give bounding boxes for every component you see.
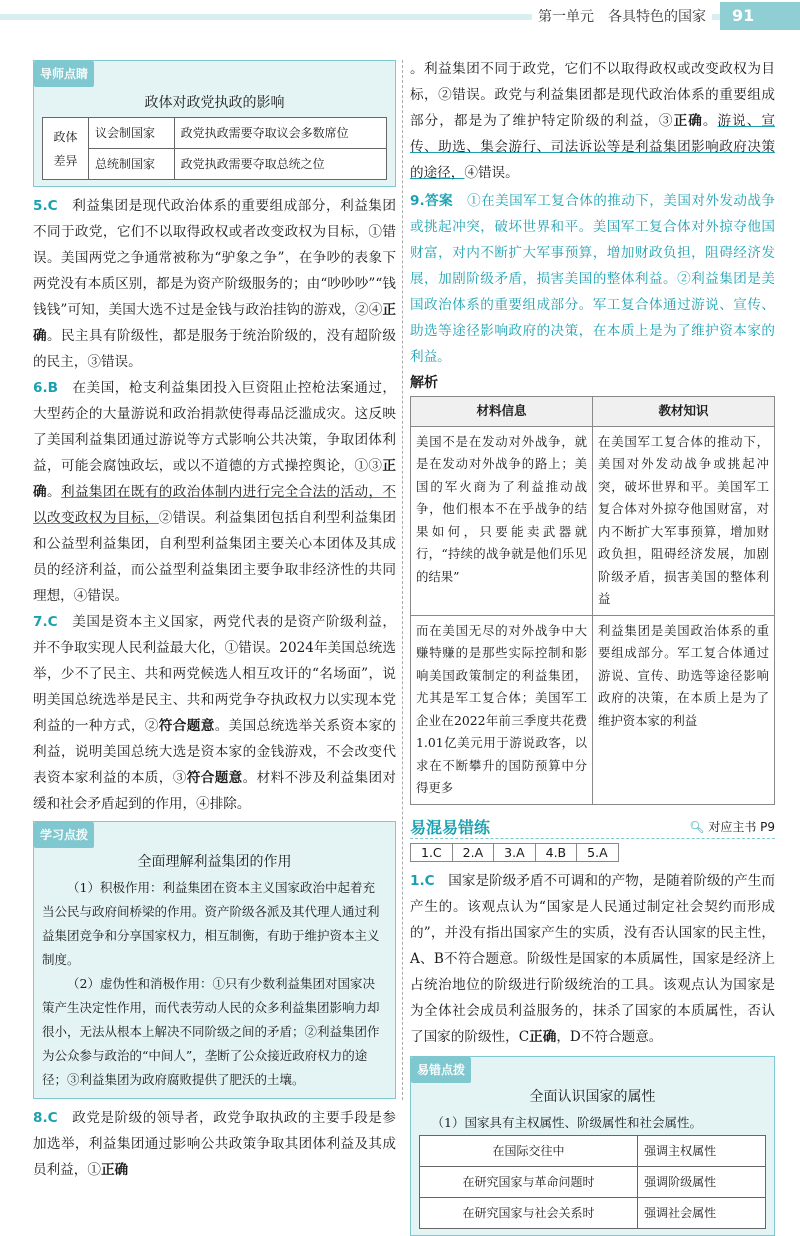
section-title: 易混易错练	[410, 817, 491, 837]
section-header	[410, 815, 775, 839]
tip-paragraph: （1）积极作用：利益集团在资本主义国家政治中起着充当公民与政府间桥梁的作用。资产阶级各派及其代理人通过利益集团竞争和分享国家权力，相互制衡，有助于维护资本主义制度。	[42, 880, 380, 967]
underlined-text: 游说、宣传、助选、集会游行、司法诉讼等是利益集团影响政府决策的途径，	[410, 113, 776, 181]
table-cell: 强调阶级属性	[638, 1166, 766, 1197]
analysis-table	[410, 396, 775, 805]
answer-text: ，D不符合题意。	[556, 1028, 663, 1045]
keyword: 正确	[100, 1162, 129, 1178]
keyword: 正确	[673, 113, 703, 129]
q-number: 6.B	[33, 380, 58, 396]
table-cell: 强调主权属性	[638, 1135, 766, 1166]
table-cell: 议会制国家	[89, 118, 175, 149]
tip-box-state-attributes	[410, 1056, 775, 1236]
answer-text: 美国是资本主义国家，两党代表的是资产阶级利益，并不争取实现人民利益最大化，①错误。2024年美国总统选举，少不了民主、共和两党候选人相互攻讦的“名场面”，说明美国总统选举是民主、共和两党争夺执政权力以实现本党利益的一种方式，②	[33, 614, 396, 734]
tip-tag: 易错点拨	[411, 1057, 471, 1083]
ref-text: 对应主书 P9	[708, 819, 775, 834]
q-number: 1.C	[410, 872, 435, 889]
q-number: 7.C	[33, 614, 58, 630]
tip-heading: 政体对政党执政的影响	[144, 95, 285, 111]
keyword: 正确	[529, 1028, 557, 1045]
answer-text: ④错误。	[464, 165, 519, 181]
keyword: 符合题意	[158, 718, 215, 734]
tip-paragraph: （2）虚伪性和消极作用：①只有少数利益集团对国家决策产生决定性作用，而代表劳动人民的众多利益集团影响力却很小，无法从根本上解决不同阶级之间的矛盾；②利益集团作为公众参与政治的“中间人”，垄断了公众接近政府权力的途径；③利益集团为政府腐败提供了肥沃的土壤。	[42, 976, 380, 1087]
answer-label: 答案	[424, 193, 454, 209]
table-header: 教材知识	[593, 397, 775, 427]
answer-9	[410, 188, 775, 370]
table-cell: 在研究国家与革命问题时	[420, 1166, 638, 1197]
answer-8	[33, 1105, 396, 1183]
answer-text: ①在美国军工复合体的推动下，美国对外发动战争或挑起冲突，破坏世界和平。美国军工复合体对外掠夺他国财富，对内不断扩大军事预算，增加财政负担，阻碍经济发展，加剧阶级矛盾，损害美国的整体利益。②利益集团是美国政治体系的重要组成部分。军工复合体通过游说、宣传、助选等途径影响政府的决策，在本质上是为了维护资本家的利益。	[410, 193, 776, 365]
page-number: 91	[720, 2, 800, 30]
confuse-answer-1	[410, 868, 775, 1050]
q-number: 8.C	[33, 1110, 58, 1126]
answer-text: 。美国总统选举关系资本家的利益，说明美国总统大选是资本家的金钱游戏，不会改变代表资本家利益的本质，③	[33, 718, 397, 786]
answer-text: 利益集团是现代政治体系的重要组成部分，利益集团不同于政党，它们不以取得政权或者改变政权为目标，①错误。美国两党之争通常被称为“驴象之争”，在争吵的表象下两党没有本质区别，都是为资产阶级服务的；由“吵吵吵”“钱钱钱”可知，美国大选不过是金钱与政治挂钩的游戏，②④	[33, 198, 396, 318]
answer-text: 。材料不涉及利益集团对缓和社会矛盾起到的作用，④排除。	[33, 770, 397, 812]
answer-6	[33, 375, 396, 609]
tip-table	[42, 117, 387, 180]
tip-heading: 全面认识国家的属性	[529, 1088, 656, 1105]
answer-cell: 3.A	[493, 843, 535, 862]
tip-tag: 导师点睛	[34, 61, 94, 87]
answer-cell: 5.A	[576, 843, 618, 862]
left-column	[33, 60, 396, 1183]
unit-title: 第一单元 各具特色的国家	[532, 6, 712, 26]
table-cell: 总统制国家	[89, 149, 175, 180]
tip-box-interest-groups	[33, 821, 396, 1099]
answer-text: 。民主具有阶级性，都是服务于统治阶级的，没有超阶级的民主，③错误。	[33, 328, 397, 370]
table-cell: 在美国军工复合体的推动下，美国对外发动战争或挑起冲突，破坏世界和平。美国军工复合体对外掠夺他国财富，对内不断扩大军事预算，增加财政负担，阻碍经济发展，加剧阶级矛盾，损害美国的整体利益	[593, 426, 775, 615]
answer-text: 政党是阶级的领导者，政党争取执政的主要手段是参加选举，利益集团通过影响公共政策争取其团体利益及其成员利益，①	[33, 1110, 396, 1178]
answer-text: 。利益集团不同于政党，它们不以取得政权或改变政权为目标，②错误。政党与利益集团都是现代政治体系的重要组成部分，都是为了维护特定阶级的利益，③	[410, 61, 775, 129]
q-number: 9.	[410, 193, 425, 209]
table-cell: 强调社会属性	[638, 1197, 766, 1228]
answer-8-continued	[410, 56, 775, 186]
analysis-label: 解析	[410, 375, 438, 391]
tip-box-politics	[33, 60, 396, 187]
answer-cell: 2.A	[452, 843, 494, 862]
table-cell: 在研究国家与社会关系时	[420, 1197, 638, 1228]
answer-text: 在美国，枪支利益集团投入巨资阻止控枪法案通过，大型药企的大量游说和政治捐款使得毒品泛滥成灾。这反映了美国利益集团通过游说等方式影响公共决策，争取团体利益，可能会腐蚀政坛，或以不道德的方式操控舆论，①③	[33, 380, 396, 474]
answer-cell: 4.B	[535, 843, 578, 862]
page-header	[0, 0, 800, 30]
answer-key	[410, 843, 775, 862]
table-cell: 政党执政需要夺取总统之位	[174, 149, 386, 180]
answer-5	[33, 193, 396, 375]
answer-text: 。	[46, 484, 61, 500]
table-cell: 在国际交往中	[420, 1135, 638, 1166]
table-cell: 政党执政需要夺取议会多数席位	[174, 118, 386, 149]
answer-text: 。	[702, 113, 718, 129]
tip-paragraph: （1）国家具有主权属性、阶级属性和社会属性。	[431, 1114, 702, 1130]
page-reference	[689, 818, 775, 835]
column-divider	[402, 60, 403, 1100]
answer-7	[33, 609, 396, 817]
underlined-text: 利益集团在既有的政治体制内进行完全合法的活动，不以改变政权为目标，	[33, 484, 397, 526]
q-number: 5.C	[33, 198, 58, 214]
search-icon: 🔍︎	[689, 819, 705, 834]
keyword: 正确	[33, 458, 396, 500]
keyword: 正确	[33, 302, 396, 344]
table-cell: 而在美国无尽的对外战争中大赚特赚的是那些实际控制和影响美国政策制定的利益集团，尤其是军工复合体；美国军工企业在2022年前三季度共花费1.01亿美元用于游说政客，以求在不断攀升的国防预算中分得更多	[411, 615, 593, 804]
answer-cell: 1.C	[410, 843, 453, 862]
tip-tag: 学习点拨	[34, 822, 94, 848]
answer-text: 国家是阶级矛盾不可调和的产物，是随着阶级的产生而产生的。该观点认为“国家是人民通过制定社会契约而形成的”，并没有指出国家产生的实质，没有否认国家的民主性，A、B不符合题意。阶级性是国家的本质属性，国家是经济上占统治地位的阶级进行阶级统治的工具。该观点认为国家是为全体社会成员利益服务的，抹杀了国家的本质属性，否认了国家的阶级性，C	[410, 872, 775, 1045]
row-label: 政体差异	[43, 118, 89, 180]
right-column	[410, 56, 775, 1236]
table-cell: 美国不是在发动对外战争，就是在发动对外战争的路上；美国的军火商为了利益推动战争，他们根本不在乎战争的结果如何，只要能卖武器就行，“持续的战争就是他们乐见的结果”	[411, 426, 593, 615]
tip-table	[419, 1135, 766, 1229]
keyword: 符合题意	[186, 770, 243, 786]
tip-heading: 全面理解利益集团的作用	[137, 854, 292, 870]
table-header: 材料信息	[411, 397, 593, 427]
table-cell: 利益集团是美国政治体系的重要组成部分。军工复合体通过游说、宣传、助选等途径影响政府的决策，在本质上是为了维护资本家的利益	[593, 615, 775, 804]
answer-text: ②错误。利益集团包括自利型利益集团和公益型利益集团，自利型利益集团主要关心本团体及其成员的经济利益，而公益型利益集团主要争取非经济性的共同理想，④错误。	[33, 510, 397, 604]
